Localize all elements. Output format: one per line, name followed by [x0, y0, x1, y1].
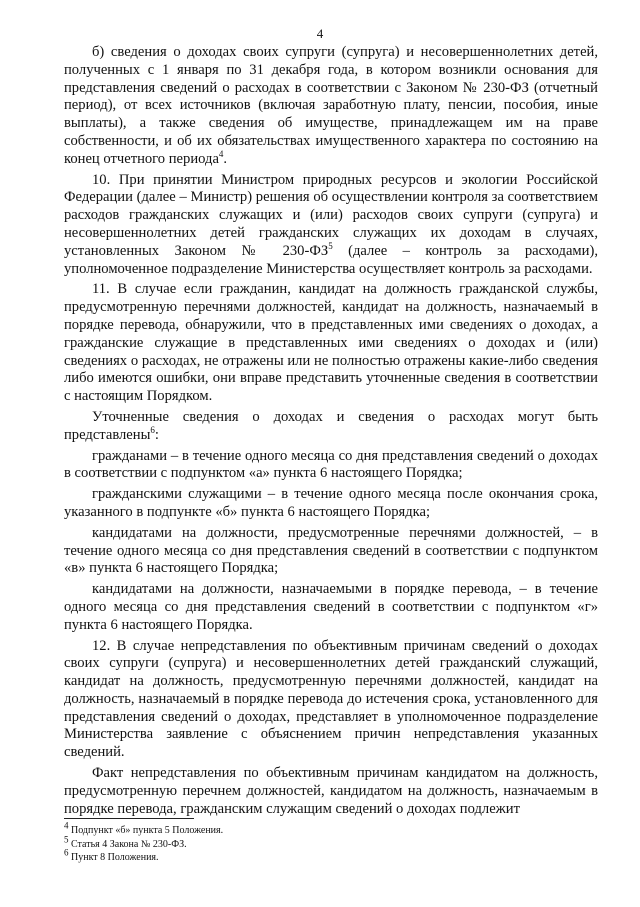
document-body	[64, 44, 598, 818]
paragraph-12-non-submission: 12. В случае непредставления по объективным причинам сведений о доходах своих супруги (супруга) и несовершеннолетних детей гражданский служащий, кандидат на должность, предусмотренную перечнями должностей, кандидат на должность, назначаемый в порядке перевода до истечения срока, установленного для представления сведений о доходах, представляет в уполномоченное подразделение Министерства заявление с объяснением причин непредставления указанных сведений.	[64, 637, 598, 761]
paragraph-11-corrected-info: 11. В случае если гражданин, кандидат на должность гражданской службы, предусмотренную перечнями должностей, кандидат на должность, назначаемый в порядке перевода, обнаружили, что в представленных ими сведениях о доходах, а гражданские служащие в представленных ими сведениях о доходах и (или) сведениях о расходах, не отражены или не полностью отражены какие-либо сведения либо имеются ошибки, они вправе представить уточненные сведения в соответствии с настоящим Порядком.	[64, 281, 598, 405]
list-item-citizens: гражданами – в течение одного месяца со дня представления сведений о доходах в соответствии с подпунктом «а» пункта 6 настоящего Порядка;	[64, 447, 598, 482]
list-item-candidates-positions: кандидатами на должности, предусмотренные перечнями должностей, – в течение одного месяца со дня представления сведений в соответствии с подпунктом «в» пункта 6 настоящего Порядка;	[64, 524, 598, 577]
paragraph-10-expense-control: 10. При принятии Министром природных ресурсов и экологии Российской Федерации (далее – Министр) решения об осуществлении контроля за соответствием расходов гражданских служащих и (или) расходов своих супруги (супруга) и несовершеннолетних детей гражданских служащих их доходам в случаях, установленных Законом № $230-ФЗ^5$ (далее – контроль за расходами), уполномоченное подразделение Министерства осуществляет контроль за расходами.	[64, 171, 598, 277]
list-item-candidates-transfer: кандидатами на должности, назначаемыми в порядке перевода, – в течение одного месяца со дня представления сведений в соответствии с подпунктом «г» пункта 6 настоящего Порядка.	[64, 581, 598, 633]
footnote-ref-5: 5	[328, 240, 333, 251]
footnote-6: $^6$ Пункт 8 Положения.	[64, 847, 159, 863]
paragraph-corrected-info-terms: Уточненные сведения о доходах и сведения о расходах могут быть представлены$^6$:	[64, 408, 598, 443]
footnote-5: $^5$ Статья 4 Закона № 230-ФЗ.	[64, 834, 187, 850]
footnote-4: $^4$ Подпункт «б» пункта 5 Положения.	[64, 820, 224, 836]
paragraph-b-spouse-income: б) сведения о доходах своих супруги (супруга) и несовершеннолетних детей, полученных с 1 января по 31 декабря года, в котором возникли основания для представления сведений о расходах в соответствии с Законом № 230-ФЗ (отчетный период), от всех источников (включая заработную плату, пенсии, пособия, иные выплаты), а также сведения об имуществе, принадлежащем им на праве собственности, и об их обязательствах имущественного характера по состоянию на конец отчетного периода$^4$.	[64, 44, 598, 167]
list-item-civil-servants: гражданскими служащими – в течение одного месяца после окончания срока, указанного в подпункте «б» пункта 6 настоящего Порядка;	[64, 486, 598, 520]
footnote-ref-6: 6	[150, 424, 155, 435]
page-number: 4	[316, 26, 324, 41]
footnotes	[64, 820, 598, 865]
footnote-ref-4: 4	[218, 148, 224, 159]
paragraph-non-submission-fact: Факт непредставления по объективным причинам кандидатом на должность, предусмотренную перечнем должностей, кандидатом на должность, назначаемым в порядке перевода, гражданским служащим сведений о доходах подлежит	[64, 765, 598, 817]
footnote-divider	[64, 818, 194, 819]
